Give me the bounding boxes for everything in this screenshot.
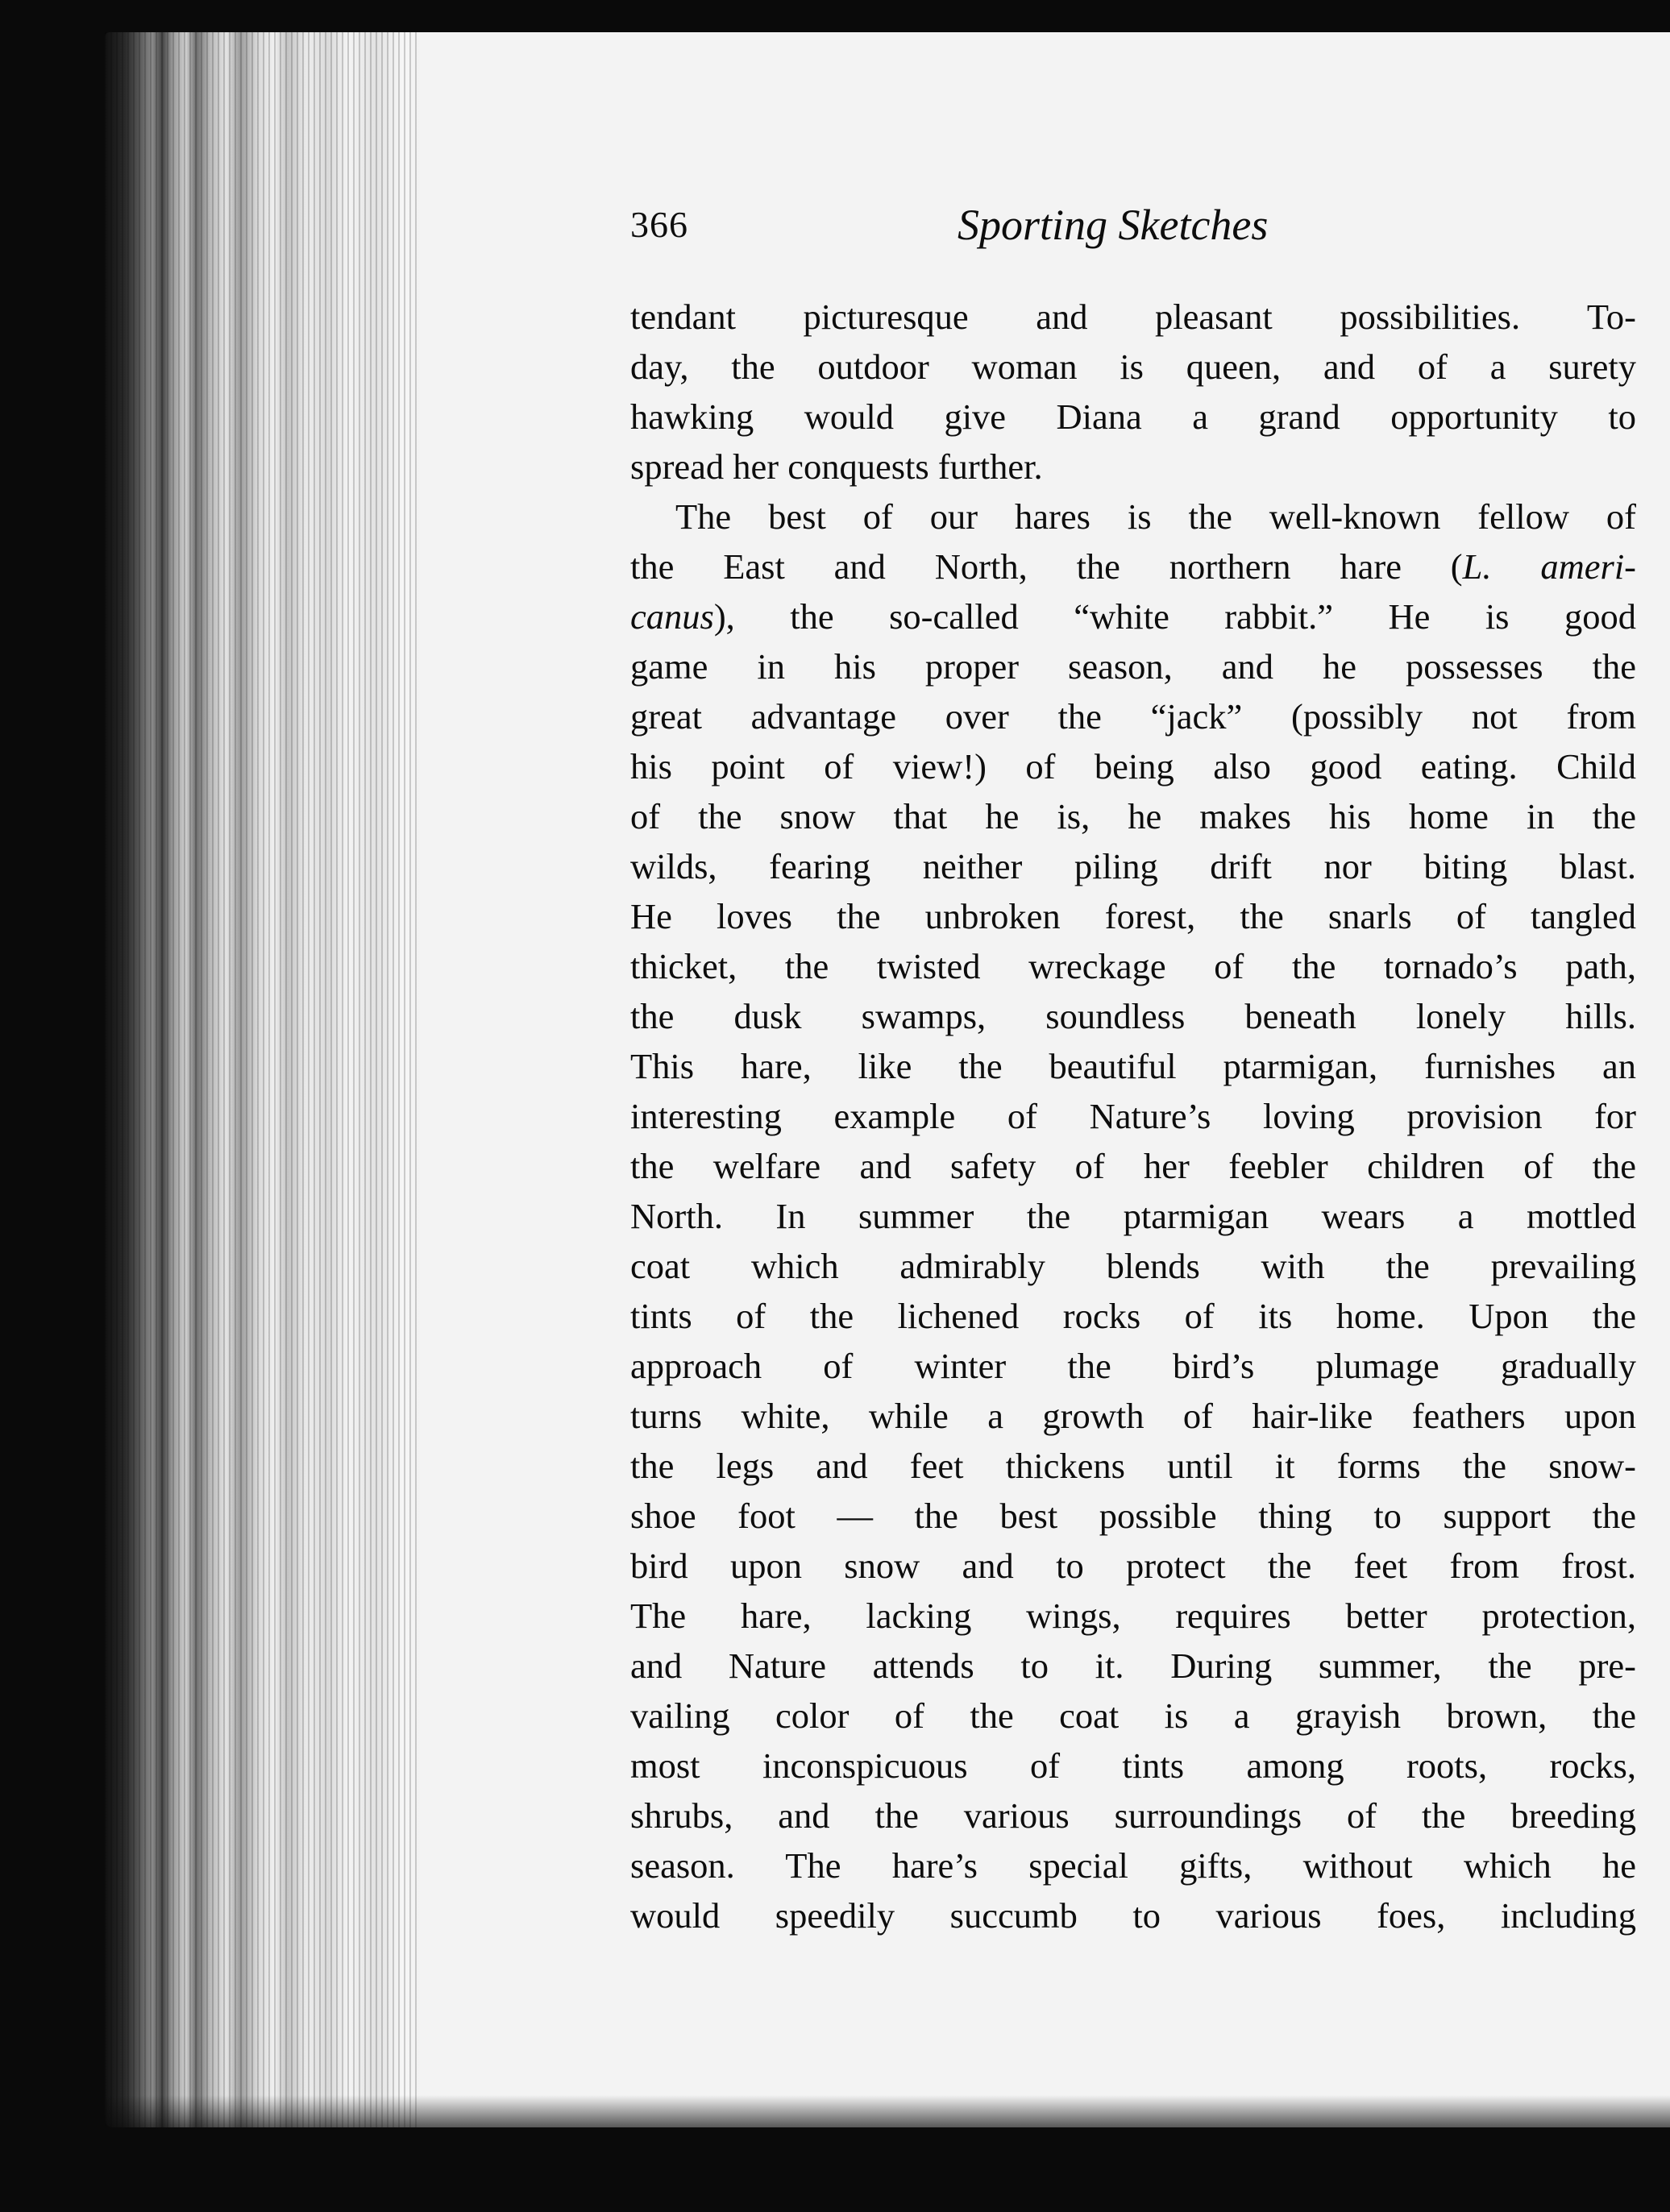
text-line: bird upon snow and to protect the feet from frost. bbox=[630, 1546, 1636, 1586]
text-line: tendant picturesque and pleasant possibilities. To- bbox=[630, 297, 1636, 337]
text-line: coat which admirably blends with the prevailing bbox=[630, 1246, 1636, 1286]
text-line: North. In summer the ptarmigan wears a mottled bbox=[630, 1196, 1636, 1236]
text-line: season. The hare’s special gifts, without which he bbox=[630, 1845, 1636, 1886]
text-line: The hare, lacking wings, requires better protection, bbox=[630, 1596, 1636, 1636]
text-line: the dusk swamps, soundless beneath lonely hills. bbox=[630, 996, 1636, 1036]
text-line: The best of our hares is the well-known fellow of bbox=[675, 496, 1636, 537]
text-line: great advantage over the “jack” (possibly not from bbox=[630, 696, 1636, 737]
text-line: This hare, like the beautiful ptarmigan, furnishes an bbox=[630, 1046, 1636, 1086]
text-line: shoe foot — the best possible thing to support the bbox=[630, 1496, 1636, 1536]
text-line: wilds, fearing neither piling drift nor biting blast. bbox=[630, 846, 1636, 886]
book-page-edges bbox=[105, 32, 443, 2127]
text-line: canus), the so-called “white rabbit.” He is good bbox=[630, 596, 1636, 637]
text-line: game in his proper season, and he possesses the bbox=[630, 646, 1636, 687]
page-number: 366 bbox=[630, 204, 688, 245]
text-line: his point of view!) of being also good eating. Child bbox=[630, 746, 1636, 786]
text-line: and Nature attends to it. During summer, the pre- bbox=[630, 1646, 1636, 1686]
text-line: approach of winter the bird’s plumage gradually bbox=[630, 1346, 1636, 1386]
text-line: the East and North, the northern hare (L. ameri- bbox=[630, 546, 1637, 587]
text-line: the welfare and safety of her feebler children of the bbox=[630, 1146, 1636, 1186]
text-line: turns white, while a growth of hair-like feathers upon bbox=[630, 1396, 1636, 1436]
text-line: the legs and feet thickens until it forms the snow- bbox=[630, 1446, 1636, 1486]
text-line: thicket, the twisted wreckage of the tornado’s path, bbox=[630, 946, 1636, 986]
text-line: interesting example of Nature’s loving provision for bbox=[630, 1096, 1636, 1136]
text-line: day, the outdoor woman is queen, and of a surety bbox=[630, 347, 1636, 387]
text-line: most inconspicuous of tints among roots, rocks, bbox=[630, 1745, 1636, 1786]
page-bottom-shadow bbox=[105, 2095, 1670, 2144]
text-line: would speedily succumb to various foes, including bbox=[630, 1895, 1636, 1936]
running-title: Sporting Sketches bbox=[958, 201, 1269, 249]
text-line: shrubs, and the various surroundings of the breeding bbox=[630, 1795, 1636, 1836]
running-head bbox=[630, 203, 1638, 268]
text-line: hawking would give Diana a grand opportunity to bbox=[630, 396, 1636, 437]
text-line: of the snow that he is, he makes his home in the bbox=[630, 796, 1636, 836]
text-line: tints of the lichened rocks of its home. Upon the bbox=[630, 1296, 1636, 1336]
text-line: spread her conquests further. bbox=[630, 446, 1043, 487]
text-line: vailing color of the coat is a grayish brown, the bbox=[630, 1695, 1636, 1736]
text-line: He loves the unbroken forest, the snarls of tangled bbox=[630, 896, 1636, 936]
body-text bbox=[630, 292, 1636, 1940]
